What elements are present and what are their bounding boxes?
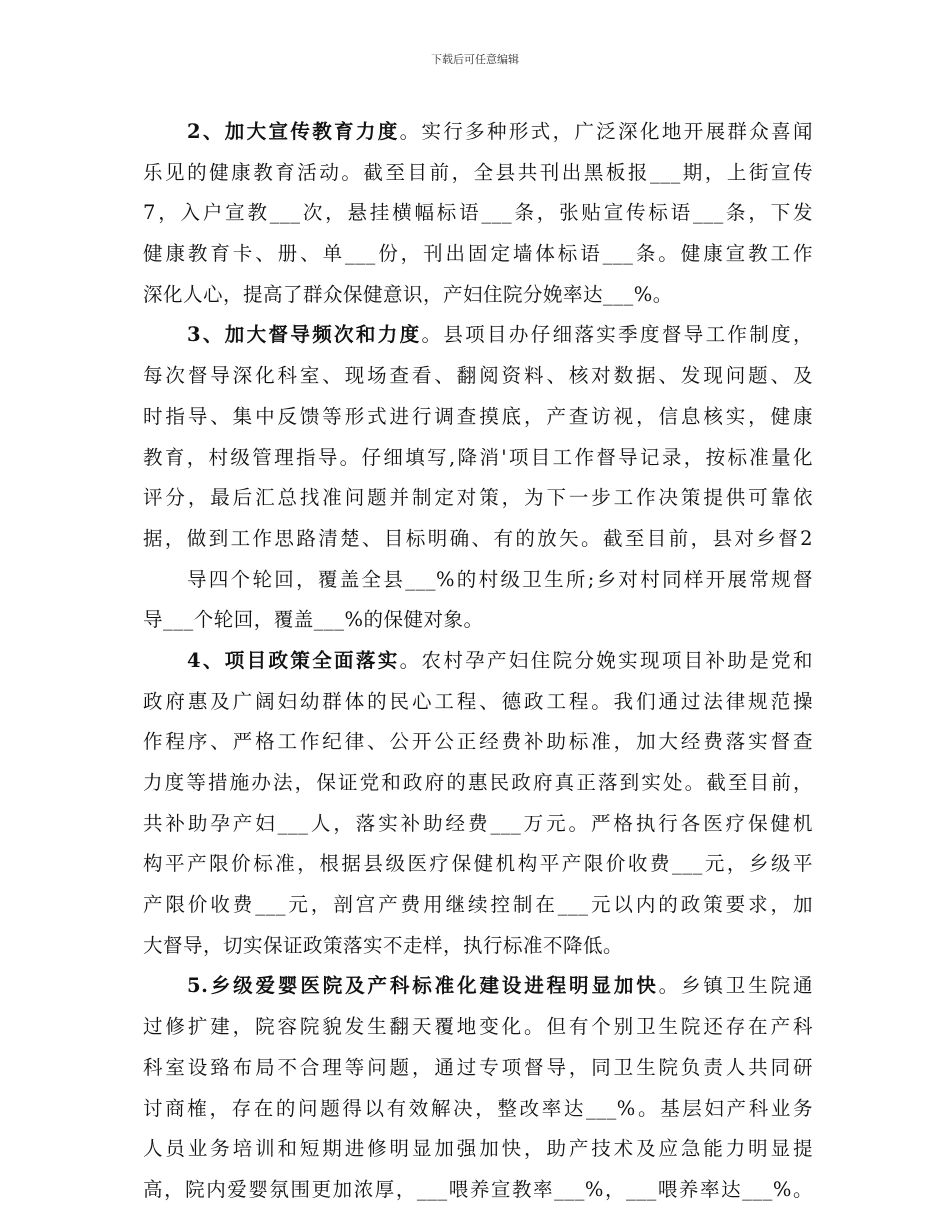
line-text: 。实行多种形式，广泛深化地开展群众喜闻 xyxy=(399,120,813,143)
line-text: 健康教育卡、册、单___份，刊出固定墙体标语___条。健康宣教工作 xyxy=(143,242,813,266)
paragraph-line xyxy=(143,153,813,194)
line-text: 。农村孕产妇住院分娩实现项目补助是党和 xyxy=(399,648,813,672)
paragraph-line xyxy=(143,763,813,804)
paragraph-line xyxy=(143,478,813,519)
paragraph-line xyxy=(143,722,813,763)
page-header: 下载后可任意编辑 xyxy=(431,53,519,66)
paragraph-line xyxy=(143,1089,813,1130)
paragraph-line xyxy=(143,1170,813,1211)
paragraph-line xyxy=(143,885,813,926)
line-text: 教育，村级管理指导。仔细填写,降消'项目工作督导记录，按标准量化 xyxy=(143,445,813,469)
paragraph-line xyxy=(143,641,813,682)
paragraph-line xyxy=(143,966,813,1007)
line-text: 人员业务培训和短期进修明显加强加快，助产技术及应急能力明显提 xyxy=(143,1137,813,1161)
line-text: 作程序、严格工作纪律、公开公正经费补助标准，加大经费落实督查 xyxy=(143,730,813,754)
paragraph-line xyxy=(143,600,813,641)
paragraph-line xyxy=(143,926,813,967)
paragraph-line xyxy=(143,356,813,397)
paragraph-line xyxy=(143,438,813,479)
line-text: 讨商榷，存在的问题得以有效解决，整改率达___%。基层妇产科业务 xyxy=(143,1096,813,1120)
line-text: 。县项目办仔细落实季度督导工作制度， xyxy=(421,323,813,347)
paragraph-line xyxy=(143,560,813,601)
line-text: 评分，最后汇总找准问题并制定对策，为下一步工作决策提供可靠依 xyxy=(143,486,813,510)
paragraph-line xyxy=(143,519,813,560)
line-text: 据，做到工作思路清楚、目标明确、有的放矢。截至目前，县对乡督2 xyxy=(143,526,813,550)
line-text: 共补助孕产妇___人，落实补助经费___万元。严格执行各医疗保健机 xyxy=(143,811,813,835)
line-text: 。乡镇卫生院通 xyxy=(658,974,813,998)
line-text: 深化人心，提高了群众保健意识，产妇住院分娩率达___%。 xyxy=(143,282,673,306)
line-text: 产限价收费___元，剖宫产费用继续控制在___元以内的政策要求，加 xyxy=(143,893,813,917)
section-heading: 3、加大督导频次和力度 xyxy=(187,323,422,347)
section-heading: 5.乡级爱婴医院及产科标准化建设进程明显加快 xyxy=(187,974,659,998)
paragraph-line xyxy=(143,315,813,356)
paragraph-line xyxy=(143,682,813,723)
paragraph-line xyxy=(143,1007,813,1048)
paragraph-line xyxy=(143,844,813,885)
line-text: 导四个轮回，覆盖全县___%的村级卫生所;乡对村同样开展常规督 xyxy=(187,567,813,591)
paragraph-line xyxy=(143,193,813,234)
section-heading: 2、加大宣传教育力度 xyxy=(187,120,400,143)
paragraph-line xyxy=(143,1129,813,1170)
paragraph-line xyxy=(143,112,813,153)
document-body xyxy=(143,112,813,1211)
paragraph-line xyxy=(143,804,813,845)
section-heading: 4、项目政策全面落实 xyxy=(187,648,400,672)
line-text: 高，院内爱婴氛围更加浓厚，___喂养宣教率___%，___喂养率达___%。 xyxy=(143,1177,813,1201)
paragraph-line xyxy=(143,397,813,438)
line-text: 时指导、集中反馈等形式进行调查摸底，产查访视，信息核实，健康 xyxy=(143,404,813,428)
line-text: 政府惠及广阔妇幼群体的民心工程、德政工程。我们通过法律规范操 xyxy=(143,689,813,713)
paragraph-line xyxy=(143,1048,813,1089)
line-text: 力度等措施办法，保证党和政府的惠民政府真正落到实处。截至目前， xyxy=(143,771,813,794)
line-text: 乐见的健康教育活动。截至目前，全县共刊出黑板报___期，上街宣传 xyxy=(143,160,813,184)
paragraph-line xyxy=(143,234,813,275)
line-text: 导___个轮回，覆盖___%的保健对象。 xyxy=(143,608,484,632)
line-text: 过修扩建，院容院貌发生翻天覆地变化。但有个别卫生院还存在产科 xyxy=(143,1015,813,1039)
line-text: 构平产限价标准，根据县级医疗保健机构平产限价收费___元，乡级平 xyxy=(143,852,813,876)
line-text: 7，入户宣教___次，悬挂横幅标语___条，张贴宣传标语___条，下发 xyxy=(143,201,813,225)
paragraph-line xyxy=(143,275,813,316)
line-text: 每次督导深化科室、现场查看、翻阅资料、核对数据、发现问题、及 xyxy=(143,364,813,388)
line-text: 科室设臵布局不合理等问题，通过专项督导，同卫生院负责人共同研 xyxy=(143,1055,813,1079)
line-text: 大督导，切实保证政策落实不走样，执行标准不降低。 xyxy=(143,933,624,957)
